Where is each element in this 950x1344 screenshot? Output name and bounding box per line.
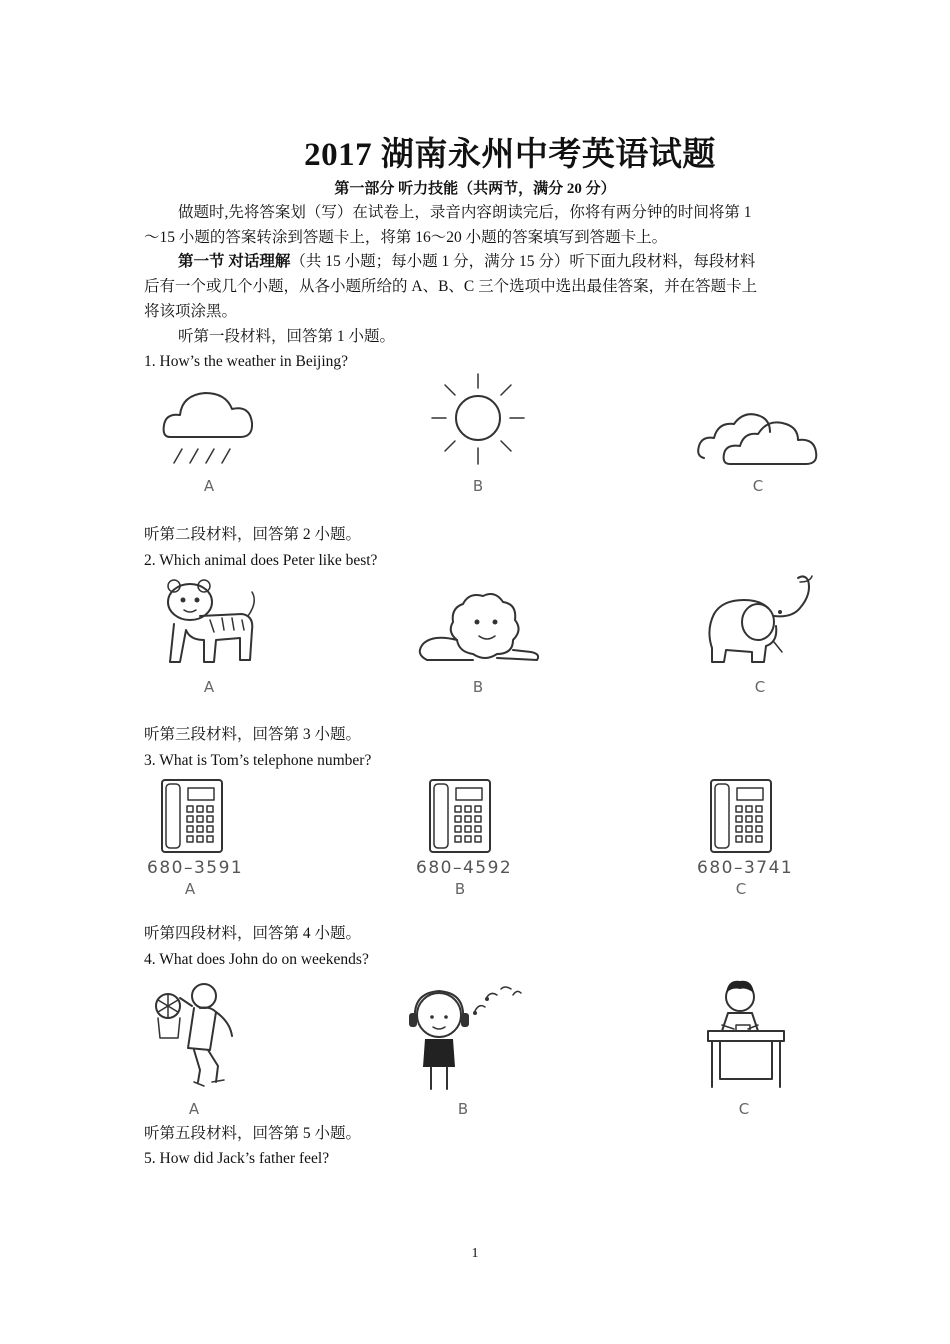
- section1-line-1: [178, 249, 755, 274]
- q2-option-b-label: B: [472, 678, 484, 696]
- q3-option-b-label: B: [454, 880, 466, 898]
- q4-text: 4. What does John do on weekends?: [144, 951, 369, 968]
- sun-icon: [428, 372, 528, 467]
- section1-heading: 第一节 对话理解: [178, 253, 291, 270]
- telephone-icon: [428, 778, 492, 854]
- q4-option-a-label: A: [188, 1100, 200, 1118]
- section1-line-2: 后有一个或几个小题，从各小题所给的 A、B、C 三个选项中选出最佳答案，并在答题卡上: [144, 278, 758, 295]
- q2-option-c-label: C: [754, 678, 766, 696]
- tiger-icon: [160, 580, 260, 670]
- q5-text: 5. How did Jack’s father feel?: [144, 1150, 330, 1167]
- q4-option-b-label: B: [457, 1100, 469, 1118]
- section-subtitle: 第一部分 听力技能（共两节，满分 20 分）: [334, 181, 616, 197]
- q2-prompt: 听第二段材料，回答第 2 小题。: [144, 526, 362, 543]
- instructions-line-2: ～15 小题的答案转涂到答题卡上，将第 16～20 小题的答案填写到答题卡上。: [144, 229, 668, 246]
- telephone-icon: [160, 778, 224, 854]
- q4-option-c-label: C: [738, 1100, 750, 1118]
- q1-prompt: 听第一段材料，回答第 1 小题。: [178, 328, 396, 345]
- boy-at-desk-icon: [700, 975, 790, 1093]
- q5-prompt: 听第五段材料，回答第 5 小题。: [144, 1125, 362, 1142]
- rain-cloud-icon: [160, 385, 260, 470]
- elephant-icon: [700, 572, 825, 667]
- q3-option-a-number: 680–3591: [147, 858, 244, 878]
- page-title: 2017 湖南永州中考英语试题: [304, 137, 716, 173]
- section1-line-1-rest: （共 15 小题；每小题 1 分，满分 15 分）听下面九段材料，每段材料: [290, 253, 756, 270]
- telephone-icon: [709, 778, 773, 854]
- q3-option-b-number: 680–4592: [416, 858, 513, 878]
- clouds-icon: [696, 408, 821, 468]
- q1-option-a-label: A: [203, 477, 215, 495]
- q3-option-a-label: A: [184, 880, 196, 898]
- q3-prompt: 听第三段材料，回答第 3 小题。: [144, 726, 362, 743]
- page-number: 1: [471, 1246, 479, 1261]
- q3-text: 3. What is Tom’s telephone number?: [144, 752, 372, 769]
- instructions-line-1: 做题时,先将答案划（写）在试卷上，录音内容朗读完后，你将有两分钟的时间将第 1: [178, 204, 752, 221]
- lion-icon: [413, 588, 543, 668]
- q2-text: 2. Which animal does Peter like best?: [144, 552, 378, 569]
- q3-option-c-number: 680–3741: [697, 858, 794, 878]
- boy-with-headphones-icon: [405, 985, 525, 1095]
- q1-option-b-label: B: [472, 477, 484, 495]
- q1-text: 1. How’s the weather in Beijing?: [144, 353, 349, 370]
- basketball-player-icon: [150, 978, 245, 1093]
- q3-option-c-label: C: [735, 880, 747, 898]
- section1-line-3: 将该项涂黑。: [144, 303, 238, 320]
- q1-option-c-label: C: [752, 477, 764, 495]
- q2-option-a-label: A: [203, 678, 215, 696]
- q4-prompt: 听第四段材料，回答第 4 小题。: [144, 925, 362, 942]
